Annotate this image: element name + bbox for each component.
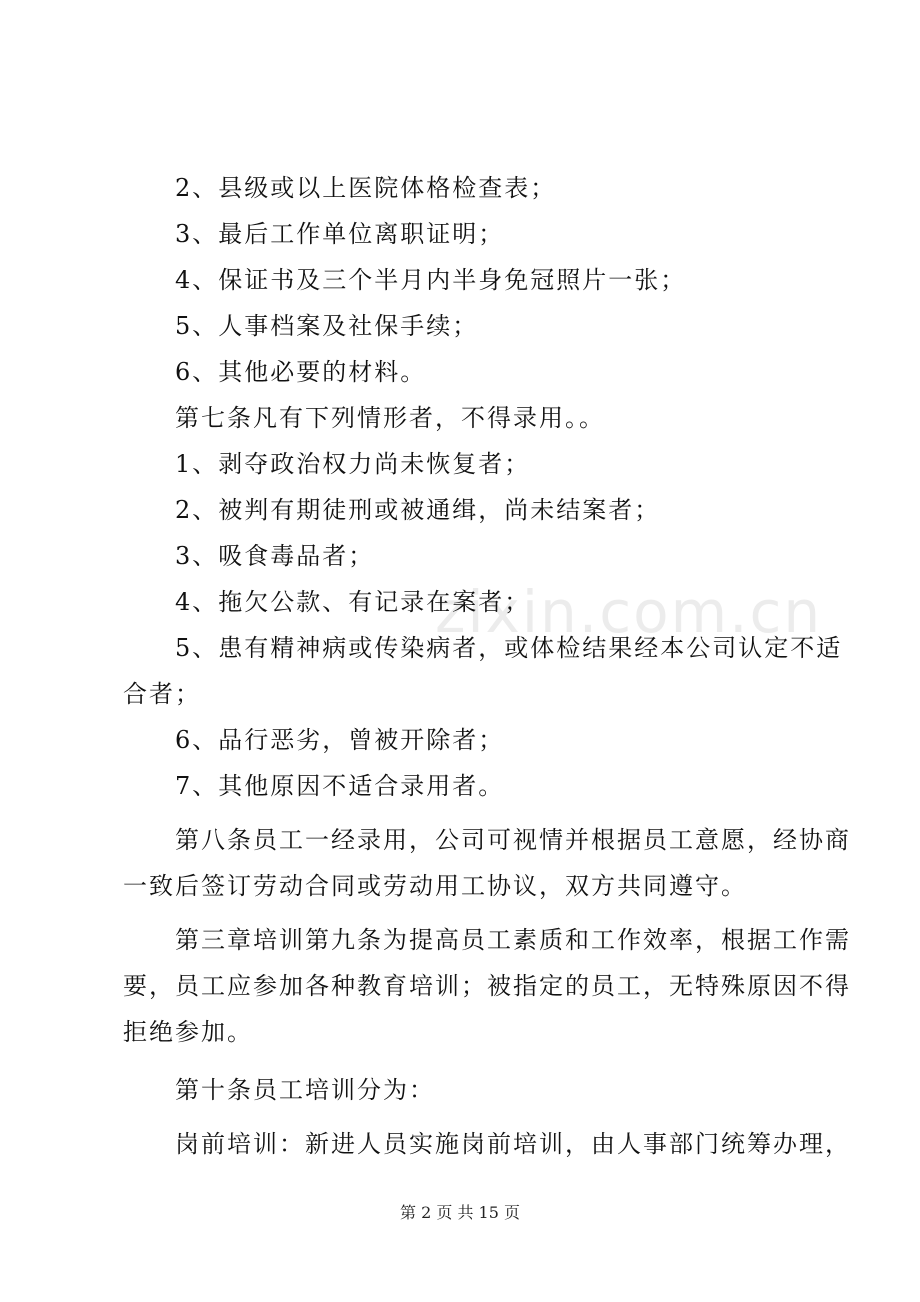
- list-item: 6、其他必要的材料。: [175, 358, 427, 386]
- paragraph-line: 岗前培训：新进人员实施岗前培训，由人事部门统筹办理，: [175, 1130, 851, 1158]
- page-footer: 第 2 页 共 15 页: [400, 1203, 520, 1222]
- list-item: 4、保证书及三个半月内半身免冠照片一张；: [175, 266, 687, 294]
- document-body: [123, 165, 851, 1167]
- list-item: 1、剥夺政治权力尚未恢复者；: [175, 450, 531, 478]
- list-item: 3、最后工作单位离职证明；: [175, 220, 505, 248]
- list-item-continuation: 合者；: [123, 680, 201, 708]
- paragraph-line: 第三章培训第九条为提高员工素质和工作效率，根据工作需: [175, 926, 851, 954]
- paragraph-line: 拒绝参加。: [123, 1018, 253, 1046]
- list-item: 2、县级或以上医院体格检查表；: [175, 174, 557, 202]
- list-item: 3、吸食毒品者；: [175, 542, 375, 570]
- paragraph-line: 一致后签订劳动合同或劳动用工协议，双方共同遵守。: [123, 872, 747, 900]
- paragraph-line: 第八条员工一经录用，公司可视情并根据员工意愿，经协商: [175, 826, 851, 854]
- list-item: 5、患有精神病或传染病者，或体检结果经本公司认定不适: [175, 634, 843, 662]
- list-item: 2、被判有期徒刑或被通缉，尚未结案者；: [175, 496, 661, 524]
- list-item: 4、拖欠公款、有记录在案者；: [175, 588, 531, 616]
- watermark: zixin.com.cn: [435, 578, 823, 646]
- paragraph-line: 要，员工应参加各种教育培训；被指定的员工，无特殊原因不得: [123, 972, 851, 1000]
- list-item: 5、人事档案及社保手续；: [175, 312, 479, 340]
- list-item: 6、品行恶劣，曾被开除者；: [175, 726, 505, 754]
- article-heading: 第十条员工培训分为：: [175, 1076, 435, 1104]
- list-item: 7、其他原因不适合录用者。: [175, 772, 505, 800]
- article-heading: 第七条凡有下列情形者，不得录用。。: [175, 404, 605, 432]
